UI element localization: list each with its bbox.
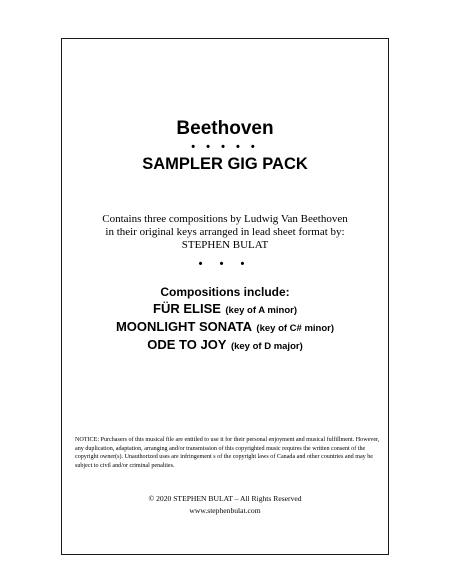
page-title: Beethoven	[176, 118, 274, 139]
arranger-name: STEPHEN BULAT	[181, 239, 269, 251]
composition-item	[61, 300, 389, 318]
composition-name: MOONLIGHT SONATA	[115, 319, 252, 334]
composition-key: (key of C# minor)	[256, 323, 335, 334]
composition-name: ODE TO JOY	[147, 337, 227, 352]
section-separator-dots: • • •	[198, 258, 252, 270]
copyright-notice: NOTICE: Purchasers of this musical file are entitled to use it for their personal enjoyment and musical fulfillment. However, any duplication, adaptation, arranging and/or transmission of this copyrighted music requires the written consent of the copyright owner(s). Unauthorized uses are infringement s of the copyright laws of Canada and other countries and may be subject to civil and/or criminal penalties.	[75, 437, 380, 469]
composition-item	[61, 318, 389, 336]
composition-key: (key of A minor)	[225, 305, 297, 316]
description	[61, 213, 389, 252]
compositions-heading: Compositions include:	[160, 285, 290, 299]
composition-item	[61, 336, 389, 354]
composition-key: (key of D major)	[230, 341, 303, 352]
title-separator-dots: • • • • •	[191, 141, 259, 153]
description-line: in their original keys arranged in lead sheet format by:	[105, 226, 345, 238]
composition-name: FÜR ELISE	[153, 301, 221, 316]
website-link[interactable]: www.stephenbulat.com	[189, 506, 261, 515]
page-subtitle: SAMPLER GIG PACK	[142, 155, 308, 173]
copyright-line: © 2020 STEPHEN BULAT – All Rights Reserved	[148, 494, 302, 503]
description-line: Contains three compositions by Ludwig Van Beethoven	[102, 213, 348, 225]
